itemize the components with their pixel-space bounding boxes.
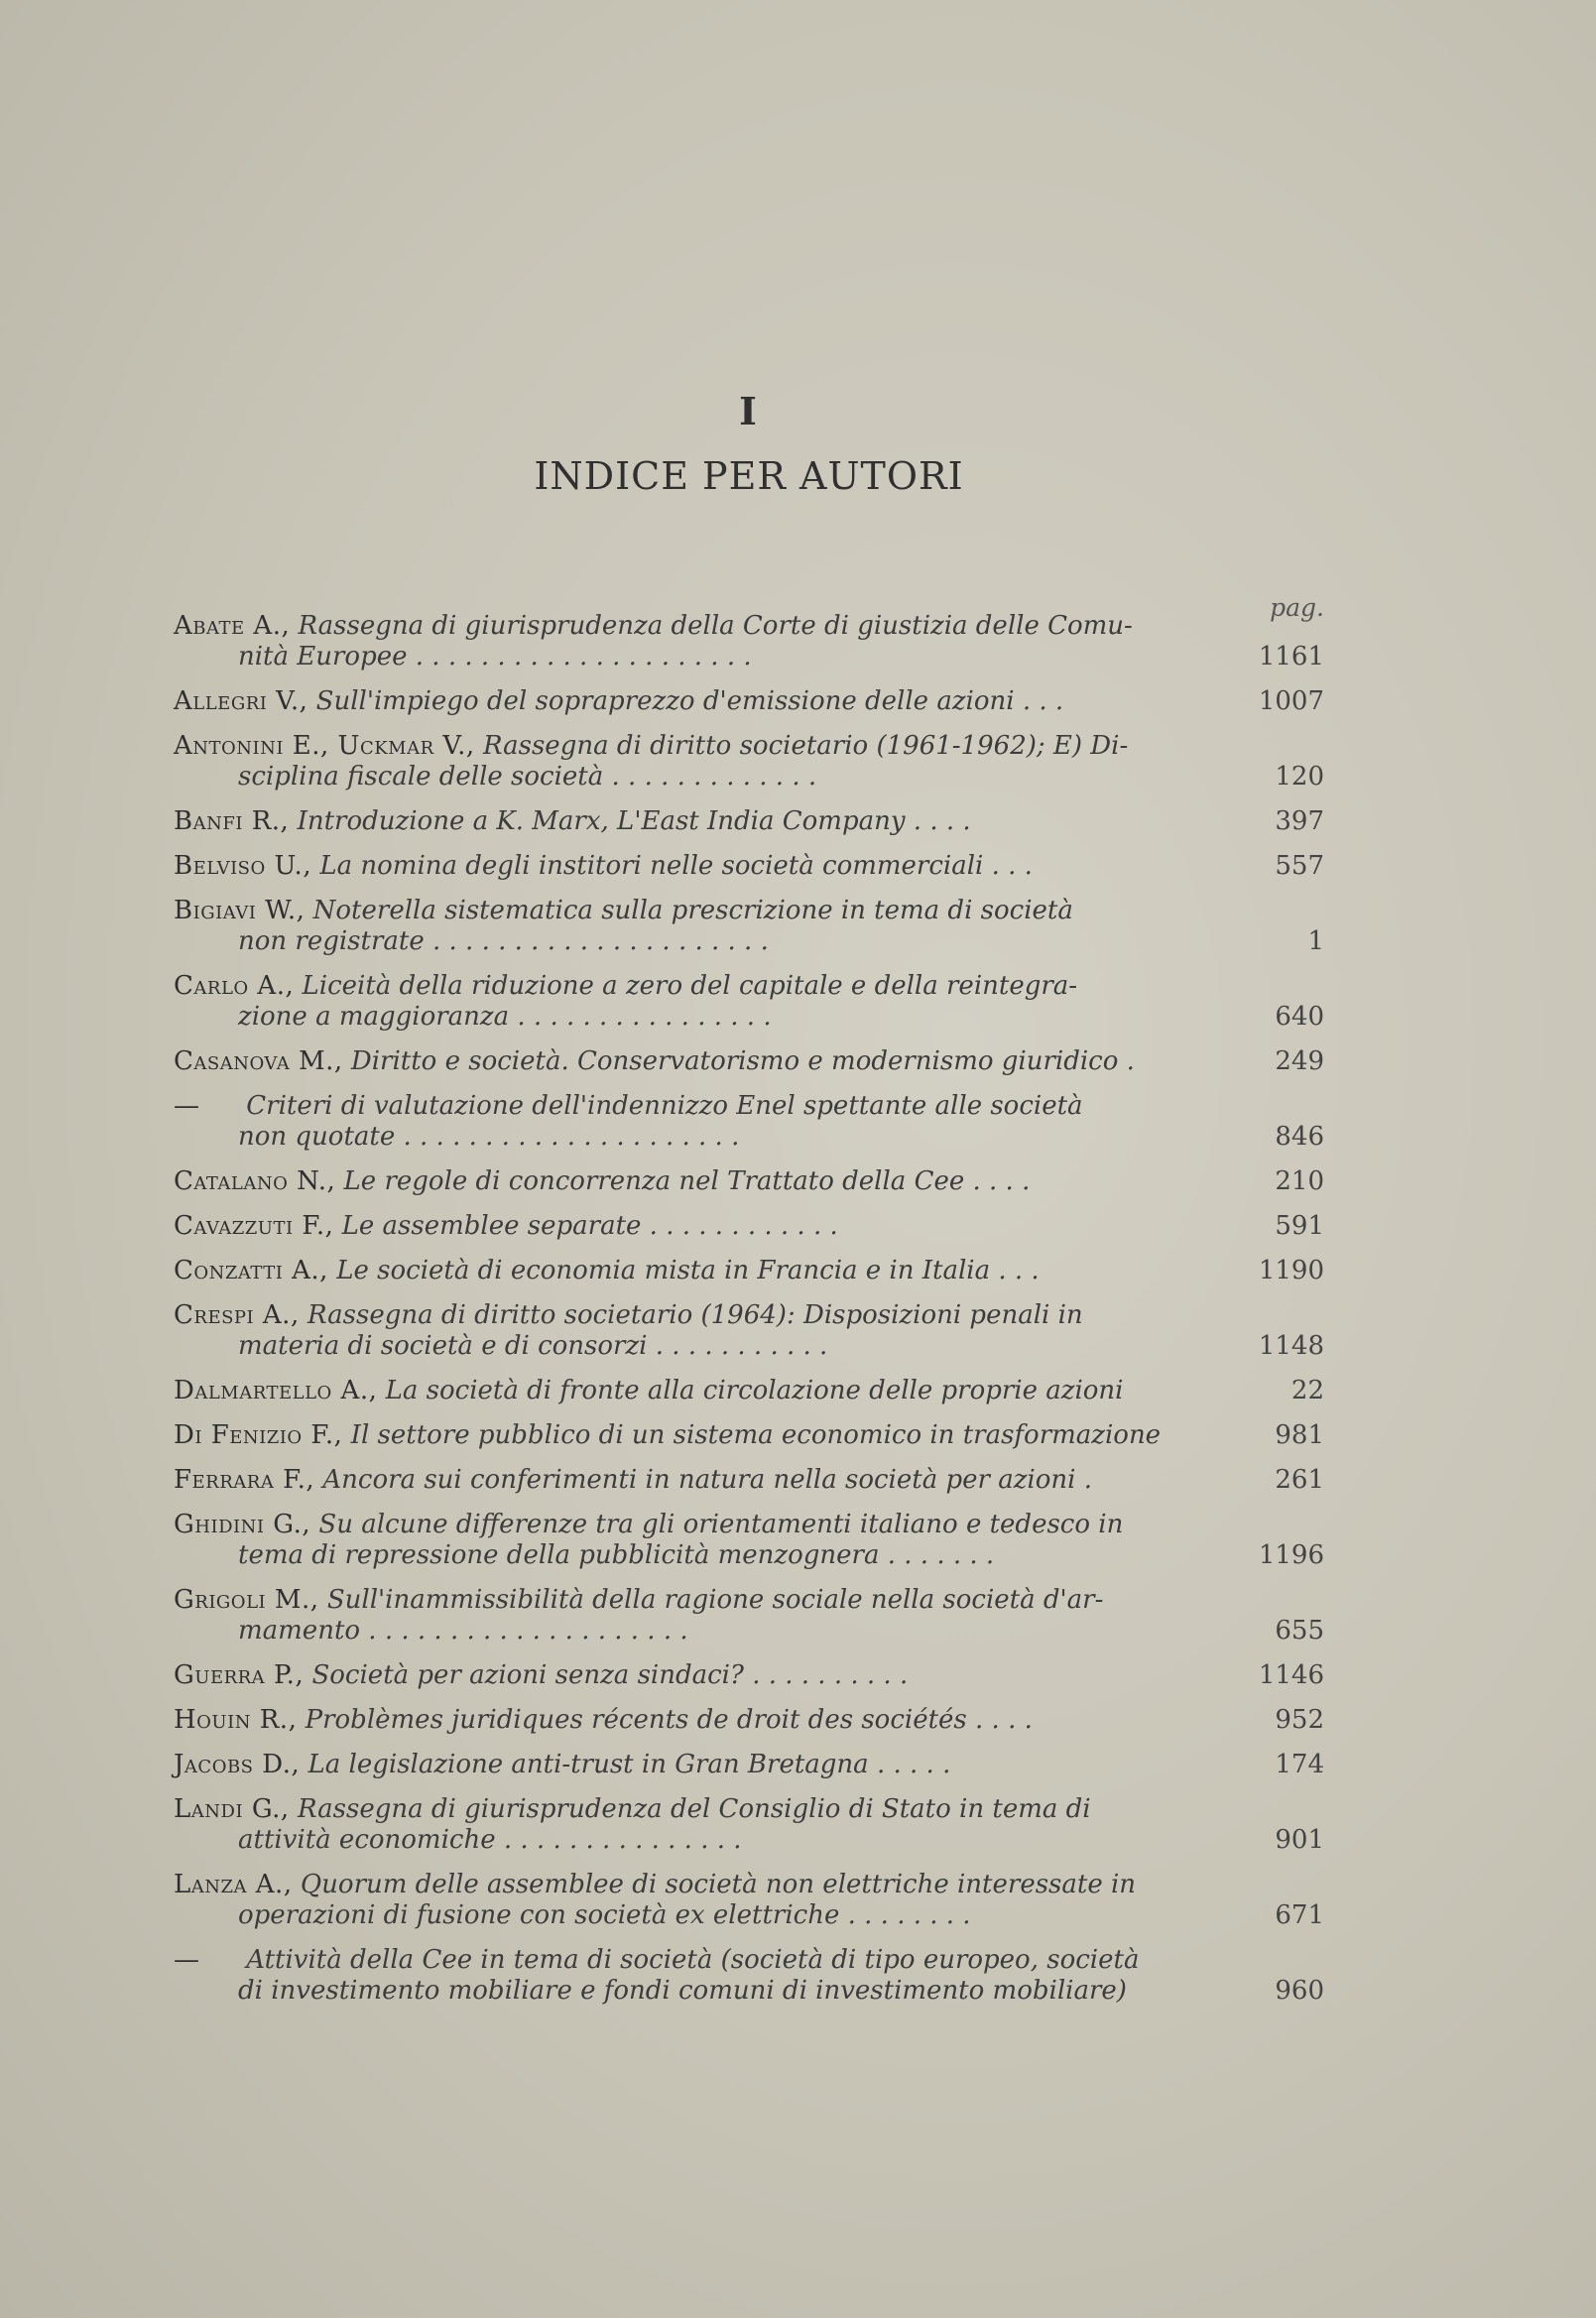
entry-text: [174, 1300, 1225, 1362]
entry-author: Ferrara F.,: [174, 1465, 315, 1495]
index-entry: [174, 1750, 1324, 1780]
entry-text: [174, 731, 1225, 793]
entry-text: [174, 1660, 1225, 1691]
entry-title-line: Criteri di valutazione dell'indennizzo Enel spettante alle società: [238, 1091, 1083, 1121]
entry-author: Banfi R.,: [174, 806, 290, 836]
index-entry: [174, 1510, 1324, 1571]
entry-title-line: Sull'impiego del sopraprezzo d'emissione delle azioni . . .: [307, 686, 1064, 716]
entry-author: Bigiavi W.,: [174, 896, 306, 925]
index-entry: [174, 1945, 1324, 2007]
index-entry: [174, 1091, 1324, 1153]
section-numeral: I: [739, 389, 759, 433]
entry-author: Antonini E., Uckmar V.,: [174, 731, 475, 761]
entry-author: Belviso U.,: [174, 851, 312, 881]
entry-page-number: 261: [1275, 1465, 1324, 1495]
entry-text: [174, 1465, 1225, 1496]
entry-title-line: Società per azioni senza sindaci? . . . . . . . . . .: [304, 1660, 909, 1690]
index-entry: [174, 1705, 1324, 1736]
entry-title-line: Le assemblee separate . . . . . . . . . . . .: [333, 1211, 838, 1241]
entry-text: [174, 1870, 1225, 1931]
index-entry: [174, 731, 1324, 793]
index-entry: [174, 1376, 1324, 1406]
entry-page-number: 640: [1275, 1002, 1324, 1032]
entry-page-number: 591: [1275, 1211, 1324, 1241]
entry-author: Allegri V.,: [174, 686, 308, 716]
entry-title-line: Rassegna di giurisprudenza del Consiglio di Stato in tema di: [289, 1794, 1091, 1824]
entry-text: [174, 686, 1225, 717]
entry-text: [174, 1166, 1225, 1197]
index-entry: [174, 1420, 1324, 1451]
entry-author: Guerra P.,: [174, 1660, 305, 1690]
entry-text: [174, 1510, 1225, 1571]
entry-title-continuation: operazioni di fusione con società ex elettriche . . . . . . . .: [238, 1900, 971, 1930]
entry-author: Di Fenizio F.,: [174, 1420, 343, 1450]
entry-title-line: Liceità della riduzione a zero del capitale e della reintegra-: [294, 971, 1078, 1001]
entry-title-line: Sull'inammissibilità della ragione sociale nella società d'ar-: [318, 1585, 1104, 1615]
entry-author: Houin R.,: [174, 1705, 298, 1735]
index-entry: [174, 1211, 1324, 1242]
entry-title-line: Il settore pubblico di un sistema economico in trasformazione: [342, 1420, 1162, 1450]
entry-page-number: 1161: [1258, 642, 1324, 671]
entry-title-line: Rassegna di diritto societario (1961-1962); E) Di-: [474, 731, 1129, 761]
entry-text: [174, 1256, 1225, 1286]
entry-page-number: 1196: [1258, 1540, 1324, 1570]
entry-title-line: Introduzione a K. Marx, L'East India Company . . . .: [289, 806, 971, 836]
entry-author: Cavazzuti F.,: [174, 1211, 334, 1241]
entry-text: [174, 851, 1225, 882]
entry-page-number: 1007: [1258, 686, 1324, 716]
index-entry: [174, 1660, 1324, 1691]
entry-author: Ghidini G.,: [174, 1510, 311, 1539]
entry-title-line: La società di fronte alla circolazione delle proprie azioni: [377, 1376, 1124, 1405]
entry-author: Dalmartello A.,: [174, 1376, 378, 1405]
entry-text: [174, 1091, 1225, 1153]
entry-page-number: 901: [1275, 1825, 1324, 1855]
entry-title-continuation: tema di repressione della pubblicità menzognera . . . . . . .: [238, 1540, 995, 1570]
entry-title-line: Attività della Cee in tema di società (società di tipo europeo, società: [238, 1945, 1140, 1975]
index-entry: [174, 1166, 1324, 1197]
entry-title-continuation: attività economiche . . . . . . . . . . . . . . .: [238, 1825, 742, 1855]
entry-title-line: Su alcune differenze tra gli orientamenti italiano e tedesco in: [310, 1510, 1124, 1539]
index-entry: [174, 971, 1324, 1033]
author-index-list: [174, 611, 1324, 2020]
entry-page-number: 557: [1275, 851, 1324, 881]
index-entry: [174, 1465, 1324, 1496]
entry-title-line: Le società di economia mista in Francia e in Italia . . .: [327, 1256, 1040, 1285]
entry-title-continuation: sciplina fiscale delle società . . . . . . . . . . . . .: [238, 762, 817, 792]
entry-author: Carlo A.,: [174, 971, 295, 1001]
entry-title-line: La nomina degli institori nelle società commerciali . . .: [311, 851, 1033, 881]
entry-author: Landi G.,: [174, 1794, 290, 1824]
entry-title-line: Noterella sistematica sulla prescrizione in tema di società: [305, 896, 1073, 925]
entry-author: Jacobs D.,: [174, 1750, 301, 1779]
entry-author: Abate A.,: [174, 611, 291, 641]
entry-author: Grigoli M.,: [174, 1585, 319, 1615]
entry-title-line: La legislazione anti-trust in Gran Bretagna . . . . .: [300, 1750, 951, 1779]
entry-author: Crespi A.,: [174, 1300, 300, 1330]
entry-title-line: Ancora sui conferimenti in natura nella società per azioni .: [314, 1465, 1092, 1495]
entry-page-number: 1146: [1258, 1660, 1324, 1690]
entry-page-number: 960: [1275, 1976, 1324, 2006]
entry-page-number: 1148: [1258, 1331, 1324, 1361]
entry-page-number: 210: [1275, 1166, 1324, 1196]
index-entry: [174, 611, 1324, 672]
index-entry: [174, 1256, 1324, 1286]
entry-title-continuation: nità Europee . . . . . . . . . . . . . . . . . . . . .: [238, 642, 752, 671]
entry-text: [174, 1750, 1225, 1780]
entry-title-continuation: zione a maggioranza . . . . . . . . . . . . . . . .: [238, 1002, 772, 1032]
entry-text: [174, 971, 1225, 1033]
entry-text: [174, 1376, 1225, 1406]
entry-title-line: Diritto e società. Conservatorismo e modernismo giuridico .: [342, 1046, 1135, 1076]
entry-text: [174, 1705, 1225, 1736]
entry-text: [174, 896, 1225, 957]
entry-text: [174, 611, 1225, 672]
index-entry: [174, 896, 1324, 957]
entry-page-number: 1: [1307, 926, 1324, 956]
entry-author: Conzatti A.,: [174, 1256, 328, 1285]
entry-page-number: 655: [1275, 1616, 1324, 1646]
entry-title-line: Problèmes juridiques récents de droit des sociétés . . . .: [297, 1705, 1033, 1735]
entry-author: Casanova M.,: [174, 1046, 343, 1076]
entry-text: [174, 1046, 1225, 1077]
entry-page-number: 671: [1275, 1900, 1324, 1930]
entry-title-continuation: non quotate . . . . . . . . . . . . . . . . . . . . .: [238, 1122, 740, 1152]
entry-author: Catalano N.,: [174, 1166, 336, 1196]
page-column-label: pag.: [1270, 593, 1324, 622]
entry-title-line: Rassegna di giurisprudenza della Corte di giustizia delle Comu-: [290, 611, 1133, 641]
entry-page-number: 120: [1275, 762, 1324, 792]
entry-title-continuation: non registrate . . . . . . . . . . . . . . . . . . . . .: [238, 926, 769, 956]
index-entry: [174, 1794, 1324, 1856]
index-entry: [174, 1046, 1324, 1077]
entry-page-number: 22: [1290, 1376, 1324, 1405]
entry-text: [174, 1794, 1225, 1856]
entry-title-line: Quorum delle assemblee di società non elettriche interessate in: [292, 1870, 1137, 1899]
index-entry: [174, 806, 1324, 837]
index-entry: [174, 1300, 1324, 1362]
entry-title-continuation: di investimento mobiliare e fondi comuni di investimento mobiliare): [238, 1976, 1127, 2006]
entry-author: —: [174, 1945, 200, 1975]
entry-author: Lanza A.,: [174, 1870, 293, 1899]
entry-text: [174, 1585, 1225, 1647]
entry-page-number: 249: [1275, 1046, 1324, 1076]
index-entry: [174, 851, 1324, 882]
entry-text: [174, 1211, 1225, 1242]
entry-author: —: [174, 1091, 200, 1121]
page-title: INDICE PER AUTORI: [534, 454, 964, 498]
entry-page-number: 1190: [1258, 1256, 1324, 1285]
index-entry: [174, 686, 1324, 717]
entry-title-continuation: materia di società e di consorzi . . . . . . . . . . .: [238, 1331, 828, 1361]
entry-page-number: 846: [1275, 1122, 1324, 1152]
entry-text: [174, 1420, 1225, 1451]
entry-title-continuation: mamento . . . . . . . . . . . . . . . . . . . .: [238, 1616, 688, 1646]
entry-text: [174, 806, 1225, 837]
index-entry: [174, 1585, 1324, 1647]
entry-page-number: 981: [1275, 1420, 1324, 1450]
entry-title-line: Rassegna di diritto societario (1964): Disposizioni penali in: [299, 1300, 1083, 1330]
index-entry: [174, 1870, 1324, 1931]
entry-title-line: Le regole di concorrenza nel Trattato della Cee . . . .: [335, 1166, 1031, 1196]
entry-text: [174, 1945, 1225, 2007]
entry-page-number: 174: [1275, 1750, 1324, 1779]
entry-page-number: 397: [1275, 806, 1324, 836]
entry-page-number: 952: [1275, 1705, 1324, 1735]
